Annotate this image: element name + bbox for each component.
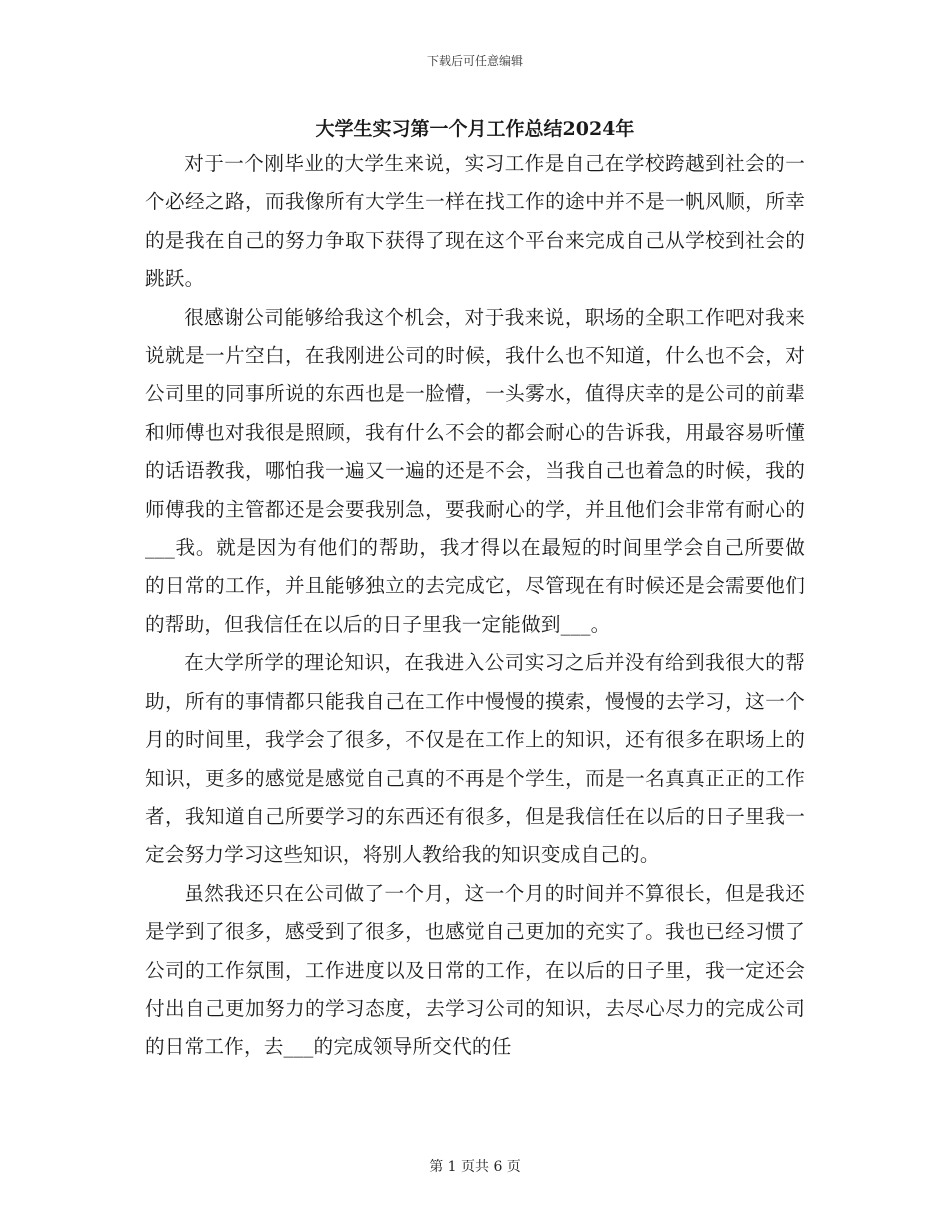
document-title: 大学生实习第一个月工作总结2024年	[315, 118, 635, 140]
page-indicator: 第 1 页共 6 页	[429, 1159, 521, 1175]
paragraph: 虽然我还只在公司做了一个月，这一个月的时间并不算很长，但是我还是学到了很多，感受到了很多，也感觉自己更加的充实了。我也已经习惯了公司的工作氛围，工作进度以及日常的工作，在以后的日子里，我一定还会付出自己更加努力的学习态度，去学习公司的知识，去尽心尽力的完成公司的日常工作，去___的完成领导所交代的任	[145, 881, 805, 1059]
header-note: 下载后可任意编辑	[426, 54, 523, 68]
paragraph: 在大学所学的理论知识，在我进入公司实习之后并没有给到我很大的帮助，所有的事情都只能我自己在工作中慢慢的摸索，慢慢的去学习，这一个月的时间里，我学会了很多，不仅是在工作上的知识，还有很多在职场上的知识，更多的感觉是感觉自己真的不再是个学生，而是一名真真正正的工作者，我知道自己所要学习的东西还有很多，但是我信任在以后的日子里我一定会努力学习这些知识，将别人教给我的知识变成自己的。	[145, 651, 805, 867]
paragraph: 很感谢公司能够给我这个机会，对于我来说，职场的全职工作吧对我来说就是一片空白，在我刚进公司的时候，我什么也不知道，什么也不会，对公司里的同事所说的东西也是一脸懵，一头雾水，值得庆幸的是公司的前辈和师傅也对我很是照顾，我有什么不会的都会耐心的告诉我，用最容易听懂的话语教我，哪怕我一遍又一遍的还是不会，当我自己也着急的时候，我的师傅我的主管都还是会要我别急，要我耐心的学，并且他们会非常有耐心的___我。就是因为有他们的帮助，我才得以在最短的时间里学会自己所要做的日常的工作，并且能够独立的去完成它，尽管现在有时候还是会需要他们的帮助，但我信任在以后的日子里我一定能做到___。	[145, 305, 805, 636]
document-body	[145, 145, 805, 1067]
paragraph: 对于一个刚毕业的大学生来说，实习工作是自己在学校跨越到社会的一个必经之路，而我像所有大学生一样在找工作的途中并不是一帆风顺，所幸的是我在自己的努力争取下获得了现在这个平台来完成自己从学校到社会的跳跃。	[145, 152, 805, 291]
